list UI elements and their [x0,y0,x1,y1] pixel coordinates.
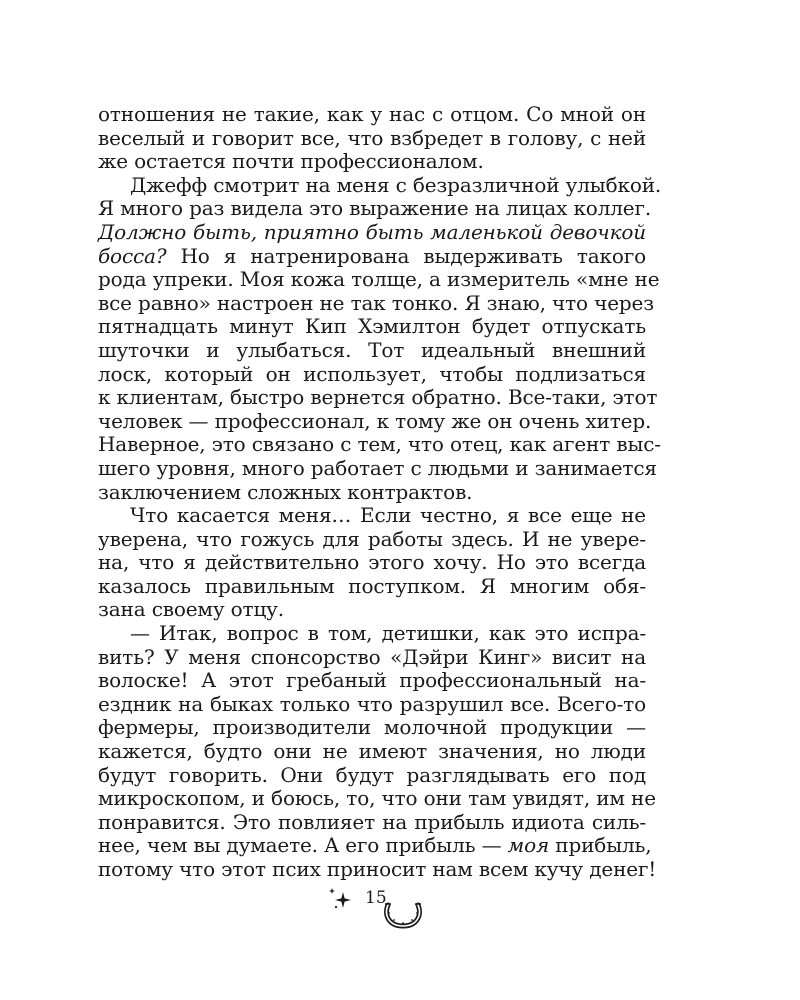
italic-text: босса? [98,243,167,268]
text-line: фермеры, производители молочной продукции — [98,715,646,740]
text-run: Но я натренирована выдерживать такого [166,243,646,268]
text-line: кажется, будто они не имеют значения, но люди [98,739,646,764]
text-line: Я много раз видела это выражение на лицах коллег. [98,196,652,221]
italic-text: Должно быть, приятно быть маленькой девочкой [98,219,646,244]
text-line: микроскопом, и боюсь, то, что они там увидят, им не [98,786,656,811]
text-line: человек — профессионал, к тому же он очень хитер. [98,408,652,433]
text-line: заключением сложных контрактов. [98,479,473,504]
horseshoe-icon [382,900,424,930]
text-line: — Итак, вопрос в том, детишки, как это испра- [130,621,646,646]
page-footer [0,884,800,954]
italic-text: моя [507,833,550,858]
text-run: прибыль, [549,833,652,858]
text-line: к клиентам, быстро вернется обратно. Все-таки, этот [98,385,658,410]
text-line: вить? У меня спонсорство «Дэйри Кинг» висит на [98,644,646,669]
text-line: шуточки и улыбаться. Тот идеальный внешний [98,337,646,362]
text-line: рода упреки. Моя кожа толще, а измеритель «мне не [98,267,660,292]
text-line: Джефф смотрит на меня с безразличной улыбкой. [130,172,662,197]
text-run: нее, чем вы думаете. А его прибыль — [98,833,502,858]
body-text [98,102,662,882]
text-line: шего уровня, много работает с людьми и занимается [98,455,657,480]
page-number: 15 [365,888,387,908]
text-line: будут говорить. Они будут разглядывать его под [98,762,646,787]
text-line: веселый и говорит все, что взбредет в голову, с ней [98,125,646,150]
text-line [98,221,646,245]
text-line: казалось правильным поступком. Я многим обя- [98,573,646,598]
text-line: потому что этот псих приносит нам всем кучу денег! [98,857,657,881]
text-line [98,833,652,858]
text-line: Наверное, это связано с тем, что отец, как агент выс- [98,432,661,457]
text-line: же остается почти профессионалом. [98,149,484,174]
text-line: на, что я действительно этого хочу. Но это всегда [98,550,646,575]
text-line: понравится. Это повлияет на прибыль идиота силь- [98,809,646,834]
text-line: отношения не такие, как у нас с отцом. Со мной он [98,102,646,126]
text-line: пятнадцать минут Кип Хэмилтон будет отпускать [98,314,646,339]
text-line: лоск, который он использует, чтобы подлизаться [98,361,646,386]
sparkle-stars-icon [326,886,354,912]
text-line: ездник на быках только что разрушил все. Всего-то [98,691,646,716]
text-line: волоске! А этот гребаный профессиональный на- [98,668,646,693]
text-line [98,245,646,269]
text-line: все равно» настроен не так тонко. Я знаю, что через [98,290,654,315]
text-line: зана своему отцу. [98,597,285,622]
text-line: уверена, что гожусь для работы здесь. И не увере- [98,526,646,551]
text-line: Что касается меня… Если честно, я все еще не [130,503,646,528]
